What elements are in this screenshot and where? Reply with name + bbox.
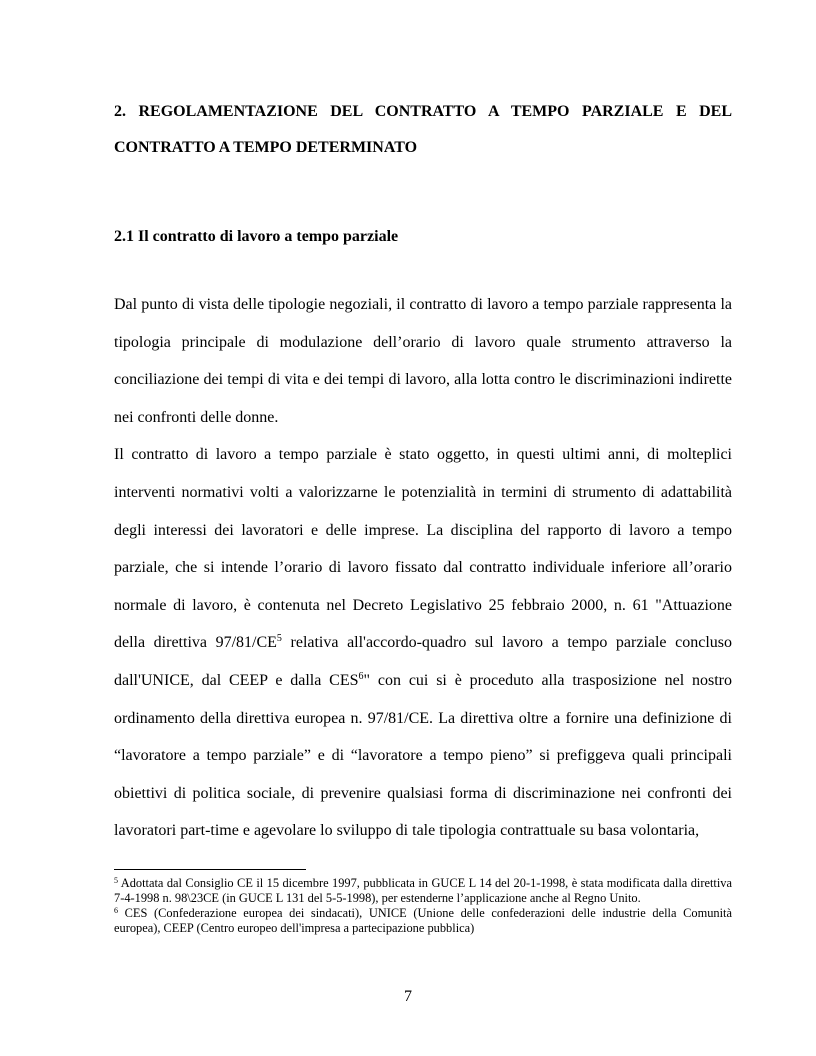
paragraph-2 [114, 436, 732, 850]
footnote-marker-5: 5 [114, 876, 118, 885]
section-subheading: 2.1 Il contratto di lavoro a tempo parziale [114, 228, 399, 245]
paragraph-2-part-1: Il contratto di lavoro a tempo parziale è stato oggetto, in questi ultimi anni, di molteplici interventi normativi volti a valorizzarne le potenzialità in termini di strumento di adattabilità degli interessi dei lavoratori e delle imprese. La disciplina del rapporto di lavoro a tempo parziale, che si intende l’orario di lavoro fissato dal contratto individuale inferiore all’orario normale di lavoro, è contenuta nel Decreto Legislativo 25 febbraio 2000, n. 61 "Attuazione della direttiva 97/81/CE [114, 446, 732, 652]
chapter-heading-line-1: 2. REGOLAMENTAZIONE DEL CONTRATTO A TEMPO PARZIALE E DEL [114, 103, 732, 120]
footnote-5 [114, 876, 732, 906]
footnote-marker-6: 6 [114, 906, 118, 915]
paragraph-1: Dal punto di vista delle tipologie negoziali, il contratto di lavoro a tempo parziale rappresenta la tipologia principale di modulazione dell’orario di lavoro quale strumento attraverso la conciliazione dei tempi di vita e dei tempi di lavoro, alla lotta contro le discriminazioni indirette nei confronti delle donne. [114, 296, 732, 426]
footnote-ref-5: 5 [276, 633, 282, 645]
body-text [114, 286, 732, 850]
footnotes [114, 876, 732, 936]
paragraph-2-part-2: relativa all'accordo-quadro sul lavoro a tempo parziale concluso dall'UNICE, dal CEEP e dalla CES [114, 634, 732, 689]
footnote-6-text: CES (Confederazione europea dei sindacati), UNICE (Unione delle confederazioni delle industrie della Comunità europea), CEEP (Centro europeo dell'impresa a partecipazione pubblica) [114, 906, 732, 935]
footnote-ref-6: 6 [358, 670, 364, 682]
chapter-heading-line-2: CONTRATTO A TEMPO DETERMINATO [114, 139, 418, 156]
footnote-6 [114, 906, 732, 936]
footnote-separator [114, 869, 306, 870]
footnote-5-text: Adottata dal Consiglio CE il 15 dicembre 1997, pubblicata in GUCE L 14 del 20-1-1998, è stata modificata dalla direttiva 7-4-1998 n. 98\23CE (in GUCE L 131 del 5-5-1998), per estenderne l’applicazione anche al Regno Unito. [114, 876, 732, 905]
page-number: 7 [404, 988, 412, 1005]
paragraph-2-part-3: " con cui si è proceduto alla trasposizione nel nostro ordinamento della direttiva europea n. 97/81/CE. La direttiva oltre a fornire una definizione di “lavoratore a tempo parziale” e di “lavoratore a tempo pieno” si prefiggeva quali principali obiettivi di politica sociale, di prevenire qualsiasi forma di discriminazione nei confronti dei lavoratori part-time e agevolare lo sviluppo di tale tipologia contrattuale su basa volontaria, [114, 671, 732, 840]
